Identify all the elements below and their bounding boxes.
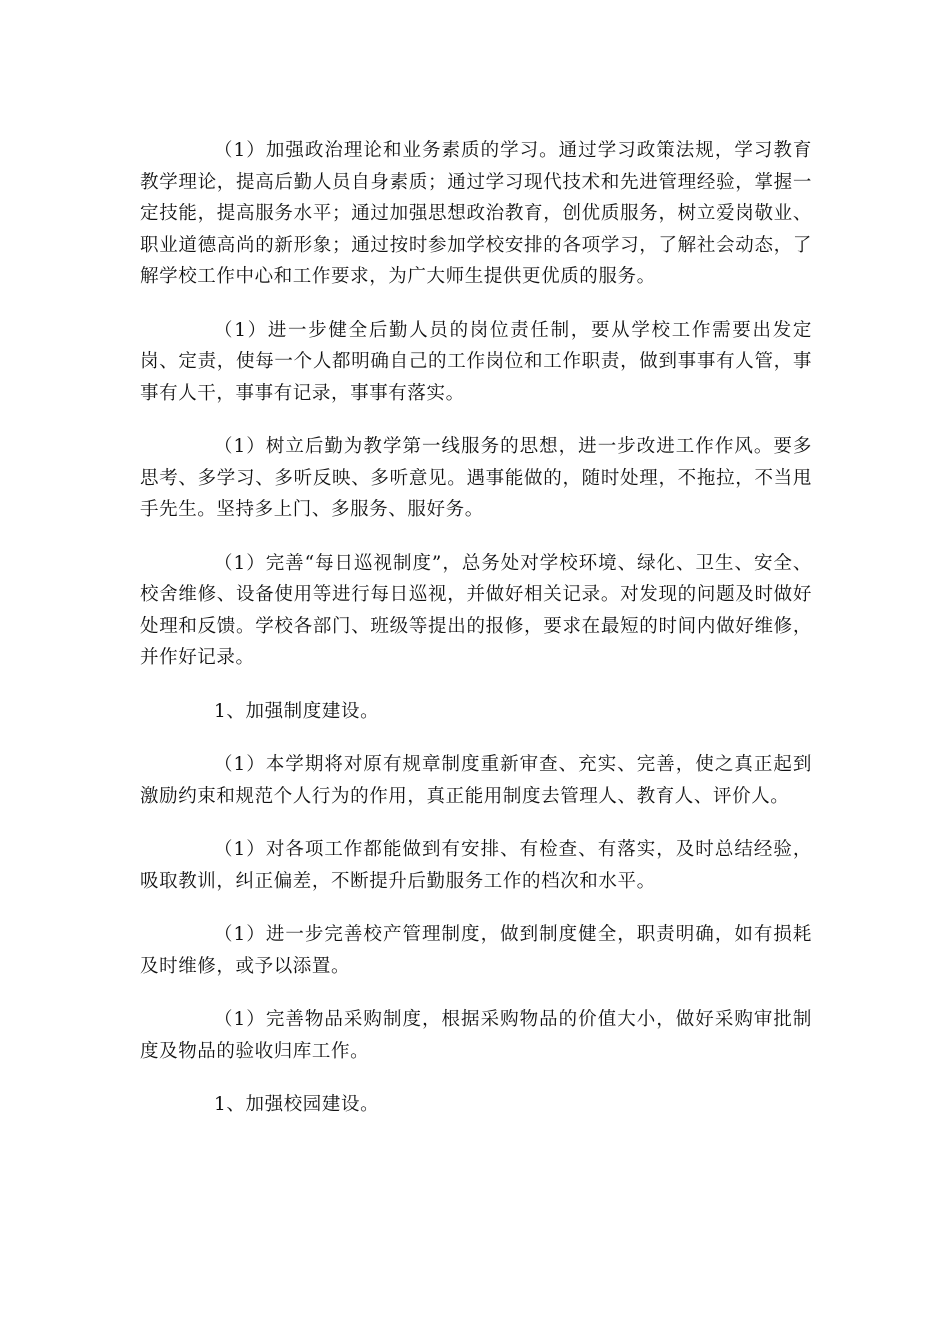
heading-system-building: 1、加强制度建设。 <box>214 700 380 722</box>
paragraph-work-checks: （1）对各项工作都能做到有安排、有检查、有落实，及时总结经验，吸取教训，纠正偏差，不断提升后勤服务工作的档次和水平。 <box>140 839 812 892</box>
paragraph-service-attitude: （1）树立后勤为教学第一线服务的思想，进一步改进工作作风。要多思考、多学习、多听反映、多听意见。遇事能做的，随时处理，不拖拉，不当甩手先生。坚持多上门、多服务、服好务。 <box>140 436 812 520</box>
paragraph-asset-management: （1）进一步完善校产管理制度，做到制度健全，职责明确，如有损耗及时维修，或予以添置。 <box>140 924 812 977</box>
document-body <box>140 135 812 1143</box>
paragraph-study: （1）加强政治理论和业务素质的学习。通过学习政策法规，学习教育教学理论，提高后勤人员自身素质；通过学习现代技术和先进管理经验，掌握一定技能，提高服务水平；通过加强思想政治教育，创优质服务，树立爱岗敬业、职业道德高尚的新形象；通过按时参加学校安排的各项学习，了解社会动态，了解学校工作中心和工作要求，为广大师生提供更优质的服务。 <box>140 140 812 287</box>
paragraph-rules-review: （1）本学期将对原有规章制度重新审查、充实、完善，使之真正起到激励约束和规范个人行为的作用，真正能用制度去管理人、教育人、评价人。 <box>140 754 812 807</box>
paragraph-responsibility: （1）进一步健全后勤人员的岗位责任制，要从学校工作需要出发定岗、定责，使每一个人都明确自己的工作岗位和工作职责，做到事事有人管，事事有人干，事事有记录，事事有落实。 <box>140 319 812 404</box>
paragraph-daily-inspection: （1）完善“每日巡视制度”，总务处对学校环境、绿化、卫生、安全、校舍维修、设备使用等进行每日巡视，并做好相关记录。对发现的问题及时做好处理和反馈。学校各部门、班级等提出的报修，要求在最短的时间内做好维修，并作好记录。 <box>140 552 812 668</box>
heading-campus-building: 1、加强校园建设。 <box>214 1094 380 1115</box>
paragraph-procurement: （1）完善物品采购制度，根据采购物品的价值大小，做好采购审批制度及物品的验收归库工作。 <box>140 1009 812 1062</box>
